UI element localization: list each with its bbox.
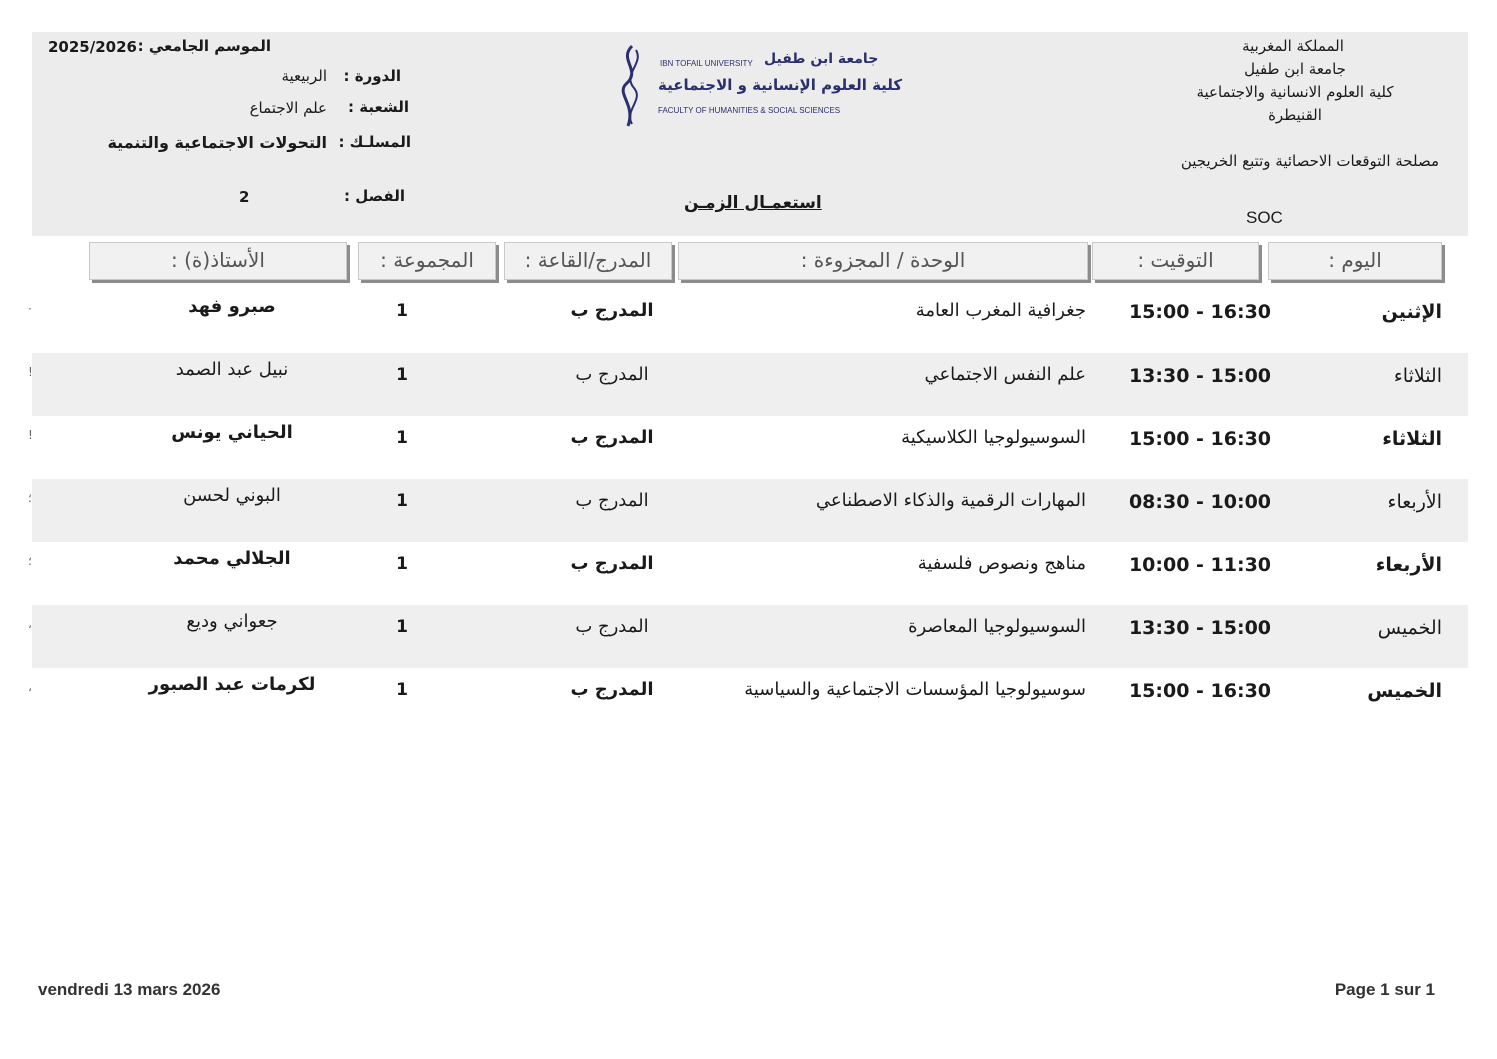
module-cell: المهارات الرقمية والذكاء الاصطناعي [815,490,1086,511]
service-line: مصلحة التوقعات الاحصائية وتتبع الخريجين [1180,152,1439,170]
teacher-cell: البوني لحسن [183,485,281,506]
module-cell: سوسيولوجيا المؤسسات الاجتماعية والسياسية [744,679,1086,700]
day-cell: الأربعاء [1387,491,1442,513]
page-number: Page 1 sur 1 [1334,980,1435,999]
module-cell: جغرافية المغرب العامة [915,300,1086,321]
city-line: القنيطرة [1268,106,1322,124]
teacher-cell: صبرو فهد [188,296,276,317]
table-row [28,479,1468,542]
room-cell: المدرج ب [570,427,654,448]
row-edge-mark: · [28,302,32,316]
season-label: الموسم الجامعي : [137,37,271,55]
logo-en-bottom: FACULTY OF HUMANITIES & SOCIAL SCIENCES [658,106,841,115]
column-header-module: الوحدة / المجزوءة : [678,242,1088,280]
row-edge-mark: ! [28,428,33,442]
room-cell: المدرج ب [575,364,649,385]
teacher-cell: لكرمات عبد الصبور [148,674,316,695]
logo-en-top: IBN TOFAIL UNIVERSITY [660,59,753,68]
time-cell: 15:00 - 16:30 [1128,301,1272,323]
track-label: المسلـك : [338,133,411,151]
track-value: التحولات الاجتماعية والتنمية [107,133,327,152]
table-row [28,668,1468,731]
day-cell: الثلاثاء [1382,428,1442,450]
logo-ar-bottom: كلية العلوم الإنسانية و الاجتماعية [658,76,903,94]
day-cell: الإثنين [1381,301,1442,323]
room-cell: المدرج ب [575,490,649,511]
day-cell: الخميس [1367,680,1442,702]
row-edge-mark: ؛ [28,491,32,505]
university-logo [614,40,903,130]
row-edge-mark: ، [28,680,32,694]
row-edge-mark: ؛ [28,554,32,568]
time-cell: 15:00 - 16:30 [1128,680,1272,702]
teacher-cell: جعواني وديع [186,611,278,632]
table-row [28,605,1468,668]
teacher-cell: الحياني يونس [171,422,293,443]
university-line: جامعة ابن طفيل [1244,60,1346,78]
print-date: vendredi 13 mars 2026 [38,980,221,999]
page-title: استعمـال الزمـن [684,193,822,213]
module-cell: السوسيولوجيا المعاصرة [908,616,1086,637]
group-cell: 1 [396,554,408,574]
logo-ar-top: جامعة ابن طفيل [764,51,879,67]
time-cell: 13:30 - 15:00 [1128,365,1272,387]
group-cell: 1 [396,617,408,637]
branch-label: الشعبة : [348,98,409,116]
column-header-group: المجموعة : [358,242,496,280]
semester-value: 2 [239,188,250,206]
column-header-day: اليوم : [1268,242,1442,280]
room-cell: المدرج ب [570,300,654,321]
time-cell: 08:30 - 10:00 [1128,491,1272,513]
session-label: الدورة : [343,67,401,85]
day-cell: الثلاثاء [1393,365,1442,387]
time-cell: 13:30 - 15:00 [1128,617,1272,639]
institution-block [1180,35,1410,127]
teacher-cell: الجلالي محمد [173,548,291,569]
group-cell: 1 [396,680,408,700]
group-cell: 1 [396,428,408,448]
day-cell: الأربعاء [1375,554,1442,576]
season-value: 2025/2026 [48,38,137,56]
teacher-cell: نبيل عبد الصمد [175,359,289,380]
table-row [28,416,1468,479]
module-cell: مناهج ونصوص فلسفية [917,553,1086,574]
module-cell: السوسيولوجيا الكلاسيكية [901,427,1086,448]
session-value: الربيعية [281,67,327,85]
group-cell: 1 [396,491,408,511]
module-cell: علم النفس الاجتماعي [924,364,1086,385]
column-header-time: التوقيت : [1092,242,1259,280]
time-cell: 10:00 - 11:30 [1128,554,1272,576]
faculty-line: كلية العلوم الانسانية والاجتماعية [1196,83,1394,101]
group-cell: 1 [396,365,408,385]
table-row [28,282,1468,345]
row-edge-mark: ! [28,365,33,379]
column-header-teacher: الأستاذ(ة) : [89,242,347,280]
row-edge-mark: ، [28,617,32,631]
semester-label: الفصل : [344,187,405,205]
table-row [28,542,1468,605]
program-code: SOC [1246,208,1283,227]
branch-value: علم الاجتماع [249,99,327,117]
room-cell: المدرج ب [575,616,649,637]
room-cell: المدرج ب [570,553,654,574]
time-cell: 15:00 - 16:30 [1128,428,1272,450]
day-cell: الخميس [1377,617,1442,639]
room-cell: المدرج ب [570,679,654,700]
group-cell: 1 [396,301,408,321]
table-row [28,353,1468,416]
column-header-room: المدرج/القاعة : [504,242,672,280]
kingdom-line: المملكة المغربية [1242,37,1344,55]
